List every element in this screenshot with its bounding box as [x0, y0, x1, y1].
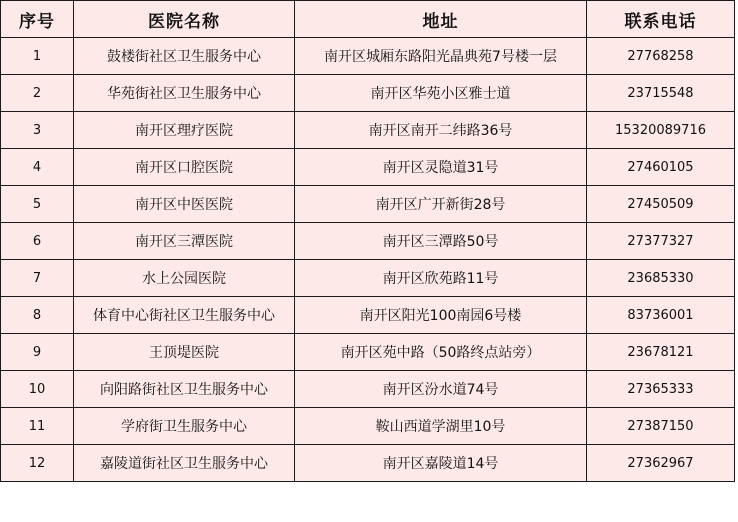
- table-row: [1, 371, 735, 408]
- address-cell: 南开区汾水道74号: [295, 371, 587, 408]
- table-row: [1, 334, 735, 371]
- hospital-name-cell: 华苑街社区卫生服务中心: [74, 75, 295, 112]
- address-cell: 南开区南开二纬路36号: [295, 112, 587, 149]
- hospital-name-cell: 南开区三潭医院: [74, 223, 295, 260]
- phone-cell: 83736001: [587, 297, 735, 334]
- row-index-cell: 6: [1, 223, 74, 260]
- phone-cell: 23685330: [587, 260, 735, 297]
- table-row: [1, 297, 735, 334]
- row-index-cell: 9: [1, 334, 74, 371]
- address-cell: 南开区嘉陵道14号: [295, 445, 587, 482]
- address-cell: 南开区城厢东路阳光晶典苑7号楼一层: [295, 38, 587, 75]
- address-cell: 南开区灵隐道31号: [295, 149, 587, 186]
- row-index-cell: 5: [1, 186, 74, 223]
- table-row: [1, 149, 735, 186]
- phone-cell: 27768258: [587, 38, 735, 75]
- hospital-name-cell: 学府街卫生服务中心: [74, 408, 295, 445]
- row-index-cell: 1: [1, 38, 74, 75]
- table-row: [1, 260, 735, 297]
- row-index-cell: 12: [1, 445, 74, 482]
- phone-cell: 23715548: [587, 75, 735, 112]
- table-row: [1, 445, 735, 482]
- phone-cell: 27362967: [587, 445, 735, 482]
- address-cell: 南开区阳光100南园6号楼: [295, 297, 587, 334]
- hospital-name-cell: 王顶堤医院: [74, 334, 295, 371]
- table-row: [1, 408, 735, 445]
- header-hospital-name: 医院名称: [74, 1, 295, 38]
- hospital-name-cell: 南开区理疗医院: [74, 112, 295, 149]
- table-row: [1, 186, 735, 223]
- hospital-name-cell: 南开区口腔医院: [74, 149, 295, 186]
- hospital-name-cell: 南开区中医医院: [74, 186, 295, 223]
- header-row: [1, 1, 735, 38]
- row-index-cell: 8: [1, 297, 74, 334]
- row-index-cell: 3: [1, 112, 74, 149]
- row-index-cell: 10: [1, 371, 74, 408]
- table-row: [1, 38, 735, 75]
- phone-cell: 27377327: [587, 223, 735, 260]
- phone-cell: 27460105: [587, 149, 735, 186]
- row-index-cell: 2: [1, 75, 74, 112]
- header-index: 序号: [1, 1, 74, 38]
- table-body: [1, 38, 735, 482]
- row-index-cell: 11: [1, 408, 74, 445]
- hospital-name-cell: 向阳路街社区卫生服务中心: [74, 371, 295, 408]
- header-phone: 联系电话: [587, 1, 735, 38]
- header-address: 地址: [295, 1, 587, 38]
- phone-cell: 27450509: [587, 186, 735, 223]
- address-cell: 南开区苑中路（50路终点站旁）: [295, 334, 587, 371]
- hospital-name-cell: 嘉陵道街社区卫生服务中心: [74, 445, 295, 482]
- phone-cell: 27387150: [587, 408, 735, 445]
- hospital-name-cell: 体育中心街社区卫生服务中心: [74, 297, 295, 334]
- table-row: [1, 75, 735, 112]
- table-row: [1, 112, 735, 149]
- phone-cell: 27365333: [587, 371, 735, 408]
- phone-cell: 15320089716: [587, 112, 735, 149]
- address-cell: 南开区三潭路50号: [295, 223, 587, 260]
- row-index-cell: 4: [1, 149, 74, 186]
- hospital-name-cell: 水上公园医院: [74, 260, 295, 297]
- table-row: [1, 223, 735, 260]
- phone-cell: 23678121: [587, 334, 735, 371]
- address-cell: 南开区广开新街28号: [295, 186, 587, 223]
- address-cell: 鞍山西道学湖里10号: [295, 408, 587, 445]
- address-cell: 南开区华苑小区雅士道: [295, 75, 587, 112]
- row-index-cell: 7: [1, 260, 74, 297]
- hospital-name-cell: 鼓楼街社区卫生服务中心: [74, 38, 295, 75]
- address-cell: 南开区欣苑路11号: [295, 260, 587, 297]
